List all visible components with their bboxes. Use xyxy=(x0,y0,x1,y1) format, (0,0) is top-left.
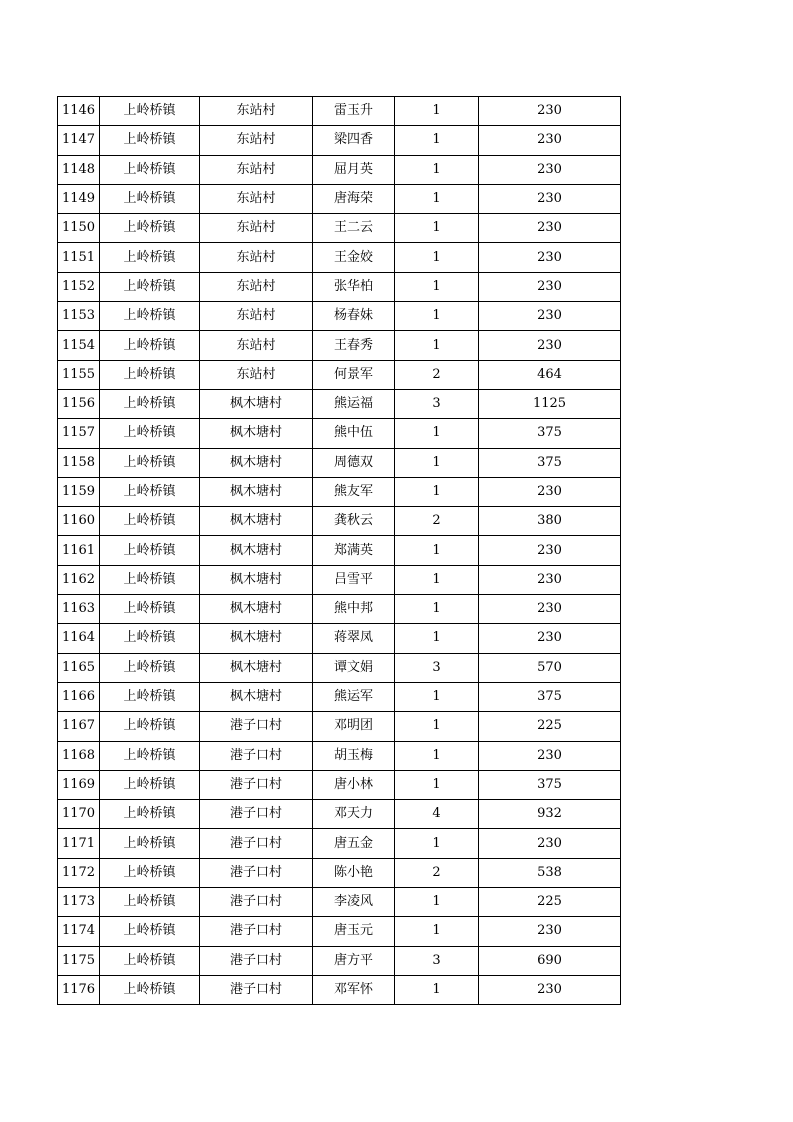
name-cell: 吕雪平 xyxy=(313,565,395,594)
table-row xyxy=(58,302,621,331)
village-cell: 港子口村 xyxy=(200,888,313,917)
table-row xyxy=(58,565,621,594)
town-cell: 上岭桥镇 xyxy=(100,653,200,682)
row-number-cell: 1171 xyxy=(58,829,100,858)
amount-cell: 375 xyxy=(479,770,621,799)
table-row xyxy=(58,155,621,184)
count-cell: 1 xyxy=(395,595,479,624)
table-row xyxy=(58,800,621,829)
name-cell: 谭文娟 xyxy=(313,653,395,682)
count-cell: 1 xyxy=(395,829,479,858)
name-cell: 熊运福 xyxy=(313,389,395,418)
count-cell: 1 xyxy=(395,331,479,360)
village-cell: 东站村 xyxy=(200,184,313,213)
amount-cell: 230 xyxy=(479,741,621,770)
row-number-cell: 1164 xyxy=(58,624,100,653)
village-cell: 枫木塘村 xyxy=(200,507,313,536)
table-row xyxy=(58,946,621,975)
row-number-cell: 1170 xyxy=(58,800,100,829)
amount-cell: 230 xyxy=(479,565,621,594)
town-cell: 上岭桥镇 xyxy=(100,126,200,155)
table-row xyxy=(58,97,621,126)
name-cell: 唐小林 xyxy=(313,770,395,799)
row-number-cell: 1158 xyxy=(58,448,100,477)
town-cell: 上岭桥镇 xyxy=(100,770,200,799)
name-cell: 张华柏 xyxy=(313,272,395,301)
row-number-cell: 1165 xyxy=(58,653,100,682)
table-row xyxy=(58,126,621,155)
row-number-cell: 1162 xyxy=(58,565,100,594)
count-cell: 1 xyxy=(395,770,479,799)
name-cell: 邓明团 xyxy=(313,712,395,741)
table-row xyxy=(58,272,621,301)
row-number-cell: 1157 xyxy=(58,419,100,448)
row-number-cell: 1173 xyxy=(58,888,100,917)
row-number-cell: 1147 xyxy=(58,126,100,155)
row-number-cell: 1150 xyxy=(58,214,100,243)
town-cell: 上岭桥镇 xyxy=(100,741,200,770)
village-cell: 东站村 xyxy=(200,331,313,360)
name-cell: 李凌风 xyxy=(313,888,395,917)
amount-cell: 230 xyxy=(479,302,621,331)
row-number-cell: 1156 xyxy=(58,389,100,418)
name-cell: 雷玉升 xyxy=(313,97,395,126)
amount-cell: 570 xyxy=(479,653,621,682)
row-number-cell: 1152 xyxy=(58,272,100,301)
table-row xyxy=(58,507,621,536)
row-number-cell: 1160 xyxy=(58,507,100,536)
table-row xyxy=(58,477,621,506)
name-cell: 唐方平 xyxy=(313,946,395,975)
table-row xyxy=(58,653,621,682)
name-cell: 龚秋云 xyxy=(313,507,395,536)
data-table xyxy=(57,96,621,1005)
town-cell: 上岭桥镇 xyxy=(100,800,200,829)
town-cell: 上岭桥镇 xyxy=(100,360,200,389)
town-cell: 上岭桥镇 xyxy=(100,507,200,536)
town-cell: 上岭桥镇 xyxy=(100,946,200,975)
count-cell: 1 xyxy=(395,214,479,243)
count-cell: 2 xyxy=(395,360,479,389)
town-cell: 上岭桥镇 xyxy=(100,888,200,917)
amount-cell: 230 xyxy=(479,184,621,213)
row-number-cell: 1172 xyxy=(58,858,100,887)
village-cell: 港子口村 xyxy=(200,712,313,741)
village-cell: 东站村 xyxy=(200,214,313,243)
row-number-cell: 1166 xyxy=(58,682,100,711)
table-row xyxy=(58,331,621,360)
village-cell: 枫木塘村 xyxy=(200,536,313,565)
village-cell: 港子口村 xyxy=(200,858,313,887)
name-cell: 邓军怀 xyxy=(313,975,395,1004)
name-cell: 王金姣 xyxy=(313,243,395,272)
town-cell: 上岭桥镇 xyxy=(100,712,200,741)
name-cell: 熊中邦 xyxy=(313,595,395,624)
amount-cell: 375 xyxy=(479,682,621,711)
amount-cell: 225 xyxy=(479,888,621,917)
table-row xyxy=(58,389,621,418)
name-cell: 唐五金 xyxy=(313,829,395,858)
name-cell: 王二云 xyxy=(313,214,395,243)
village-cell: 枫木塘村 xyxy=(200,389,313,418)
amount-cell: 230 xyxy=(479,477,621,506)
count-cell: 1 xyxy=(395,741,479,770)
name-cell: 熊运军 xyxy=(313,682,395,711)
count-cell: 1 xyxy=(395,917,479,946)
town-cell: 上岭桥镇 xyxy=(100,858,200,887)
amount-cell: 464 xyxy=(479,360,621,389)
name-cell: 熊友军 xyxy=(313,477,395,506)
name-cell: 陈小艳 xyxy=(313,858,395,887)
table-row xyxy=(58,360,621,389)
name-cell: 蒋翠凤 xyxy=(313,624,395,653)
amount-cell: 230 xyxy=(479,536,621,565)
town-cell: 上岭桥镇 xyxy=(100,917,200,946)
count-cell: 1 xyxy=(395,155,479,184)
table-row xyxy=(58,243,621,272)
amount-cell: 380 xyxy=(479,507,621,536)
table-row xyxy=(58,448,621,477)
amount-cell: 375 xyxy=(479,448,621,477)
village-cell: 枫木塘村 xyxy=(200,565,313,594)
amount-cell: 375 xyxy=(479,419,621,448)
row-number-cell: 1161 xyxy=(58,536,100,565)
town-cell: 上岭桥镇 xyxy=(100,595,200,624)
name-cell: 熊中伍 xyxy=(313,419,395,448)
village-cell: 东站村 xyxy=(200,272,313,301)
count-cell: 1 xyxy=(395,126,479,155)
row-number-cell: 1176 xyxy=(58,975,100,1004)
count-cell: 1 xyxy=(395,565,479,594)
table-row xyxy=(58,184,621,213)
count-cell: 1 xyxy=(395,624,479,653)
count-cell: 1 xyxy=(395,888,479,917)
town-cell: 上岭桥镇 xyxy=(100,682,200,711)
row-number-cell: 1159 xyxy=(58,477,100,506)
count-cell: 2 xyxy=(395,507,479,536)
table-row xyxy=(58,595,621,624)
village-cell: 枫木塘村 xyxy=(200,653,313,682)
name-cell: 郑满英 xyxy=(313,536,395,565)
count-cell: 1 xyxy=(395,243,479,272)
count-cell: 1 xyxy=(395,97,479,126)
village-cell: 东站村 xyxy=(200,126,313,155)
row-number-cell: 1146 xyxy=(58,97,100,126)
village-cell: 东站村 xyxy=(200,97,313,126)
table-row xyxy=(58,975,621,1004)
town-cell: 上岭桥镇 xyxy=(100,829,200,858)
count-cell: 1 xyxy=(395,448,479,477)
name-cell: 梁四香 xyxy=(313,126,395,155)
table-row xyxy=(58,858,621,887)
town-cell: 上岭桥镇 xyxy=(100,155,200,184)
count-cell: 1 xyxy=(395,184,479,213)
amount-cell: 230 xyxy=(479,214,621,243)
village-cell: 枫木塘村 xyxy=(200,477,313,506)
amount-cell: 230 xyxy=(479,829,621,858)
row-number-cell: 1154 xyxy=(58,331,100,360)
village-cell: 港子口村 xyxy=(200,917,313,946)
amount-cell: 230 xyxy=(479,272,621,301)
table-row xyxy=(58,888,621,917)
town-cell: 上岭桥镇 xyxy=(100,184,200,213)
village-cell: 枫木塘村 xyxy=(200,595,313,624)
town-cell: 上岭桥镇 xyxy=(100,331,200,360)
village-cell: 港子口村 xyxy=(200,946,313,975)
count-cell: 1 xyxy=(395,975,479,1004)
name-cell: 杨春妹 xyxy=(313,302,395,331)
row-number-cell: 1175 xyxy=(58,946,100,975)
row-number-cell: 1148 xyxy=(58,155,100,184)
row-number-cell: 1174 xyxy=(58,917,100,946)
count-cell: 1 xyxy=(395,682,479,711)
town-cell: 上岭桥镇 xyxy=(100,419,200,448)
amount-cell: 230 xyxy=(479,97,621,126)
amount-cell: 225 xyxy=(479,712,621,741)
amount-cell: 538 xyxy=(479,858,621,887)
town-cell: 上岭桥镇 xyxy=(100,302,200,331)
town-cell: 上岭桥镇 xyxy=(100,214,200,243)
amount-cell: 690 xyxy=(479,946,621,975)
name-cell: 唐海荣 xyxy=(313,184,395,213)
name-cell: 胡玉梅 xyxy=(313,741,395,770)
town-cell: 上岭桥镇 xyxy=(100,272,200,301)
table-row xyxy=(58,214,621,243)
amount-cell: 230 xyxy=(479,917,621,946)
village-cell: 枫木塘村 xyxy=(200,682,313,711)
table-row xyxy=(58,682,621,711)
town-cell: 上岭桥镇 xyxy=(100,624,200,653)
amount-cell: 230 xyxy=(479,595,621,624)
table-row xyxy=(58,829,621,858)
village-cell: 港子口村 xyxy=(200,975,313,1004)
count-cell: 3 xyxy=(395,653,479,682)
amount-cell: 230 xyxy=(479,331,621,360)
count-cell: 1 xyxy=(395,302,479,331)
village-cell: 枫木塘村 xyxy=(200,419,313,448)
village-cell: 东站村 xyxy=(200,302,313,331)
count-cell: 3 xyxy=(395,389,479,418)
town-cell: 上岭桥镇 xyxy=(100,97,200,126)
table-row xyxy=(58,741,621,770)
amount-cell: 230 xyxy=(479,243,621,272)
name-cell: 屈月英 xyxy=(313,155,395,184)
count-cell: 4 xyxy=(395,800,479,829)
village-cell: 港子口村 xyxy=(200,741,313,770)
town-cell: 上岭桥镇 xyxy=(100,477,200,506)
village-cell: 东站村 xyxy=(200,243,313,272)
town-cell: 上岭桥镇 xyxy=(100,243,200,272)
amount-cell: 230 xyxy=(479,624,621,653)
name-cell: 邓天力 xyxy=(313,800,395,829)
count-cell: 1 xyxy=(395,712,479,741)
row-number-cell: 1155 xyxy=(58,360,100,389)
amount-cell: 230 xyxy=(479,126,621,155)
table-row xyxy=(58,712,621,741)
town-cell: 上岭桥镇 xyxy=(100,389,200,418)
name-cell: 王春秀 xyxy=(313,331,395,360)
count-cell: 1 xyxy=(395,419,479,448)
name-cell: 周德双 xyxy=(313,448,395,477)
village-cell: 枫木塘村 xyxy=(200,448,313,477)
amount-cell: 230 xyxy=(479,975,621,1004)
name-cell: 何景军 xyxy=(313,360,395,389)
town-cell: 上岭桥镇 xyxy=(100,448,200,477)
village-cell: 港子口村 xyxy=(200,800,313,829)
table-row xyxy=(58,419,621,448)
row-number-cell: 1149 xyxy=(58,184,100,213)
village-cell: 东站村 xyxy=(200,155,313,184)
row-number-cell: 1163 xyxy=(58,595,100,624)
count-cell: 2 xyxy=(395,858,479,887)
town-cell: 上岭桥镇 xyxy=(100,975,200,1004)
table-row xyxy=(58,770,621,799)
town-cell: 上岭桥镇 xyxy=(100,536,200,565)
count-cell: 1 xyxy=(395,477,479,506)
table-row xyxy=(58,536,621,565)
row-number-cell: 1168 xyxy=(58,741,100,770)
amount-cell: 1125 xyxy=(479,389,621,418)
village-cell: 港子口村 xyxy=(200,829,313,858)
row-number-cell: 1169 xyxy=(58,770,100,799)
village-cell: 枫木塘村 xyxy=(200,624,313,653)
row-number-cell: 1151 xyxy=(58,243,100,272)
amount-cell: 932 xyxy=(479,800,621,829)
name-cell: 唐玉元 xyxy=(313,917,395,946)
table-row xyxy=(58,917,621,946)
town-cell: 上岭桥镇 xyxy=(100,565,200,594)
count-cell: 1 xyxy=(395,272,479,301)
table-row xyxy=(58,624,621,653)
count-cell: 1 xyxy=(395,536,479,565)
village-cell: 东站村 xyxy=(200,360,313,389)
amount-cell: 230 xyxy=(479,155,621,184)
village-cell: 港子口村 xyxy=(200,770,313,799)
table-body xyxy=(58,97,621,1005)
count-cell: 3 xyxy=(395,946,479,975)
row-number-cell: 1153 xyxy=(58,302,100,331)
row-number-cell: 1167 xyxy=(58,712,100,741)
